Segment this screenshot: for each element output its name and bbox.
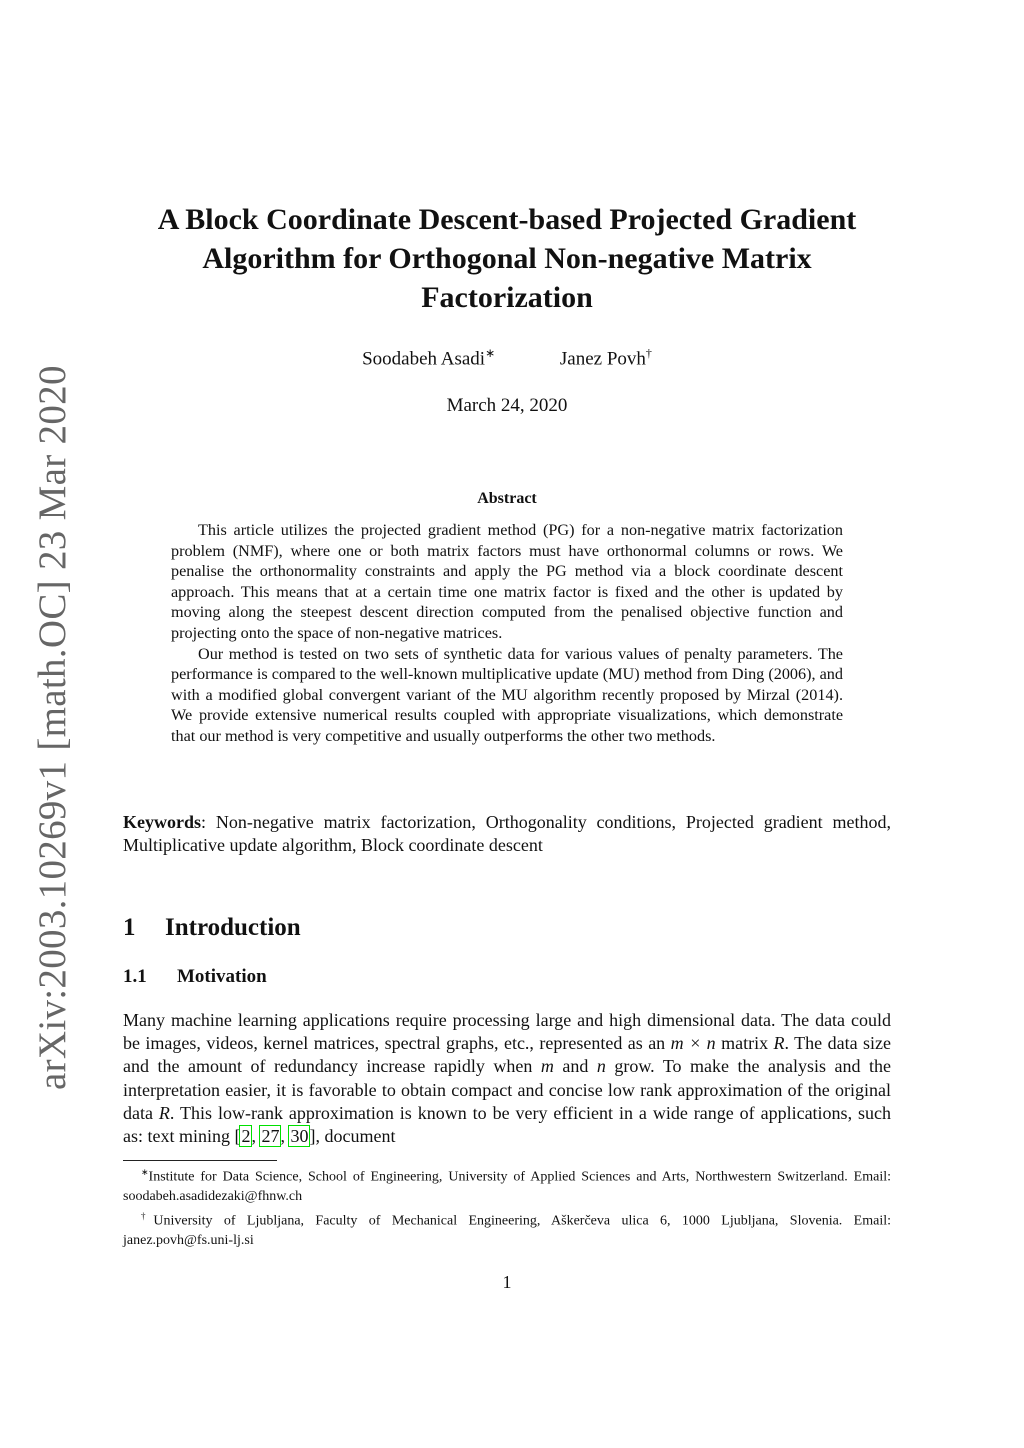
body-text-run: matrix — [715, 1033, 774, 1054]
author-2 — [560, 346, 652, 370]
author-1 — [362, 346, 495, 370]
citation-link[interactable]: 30 — [290, 1126, 309, 1147]
abstract-heading: Abstract — [477, 490, 537, 507]
keywords-label: Keywords — [123, 812, 201, 832]
math-variable: m — [540, 1056, 554, 1077]
body-text-run: Many machine learning applications require processing large and high dimensional data. The data could be images, videos, kernel matrices, spectral graphs, etc., represented as an — [123, 1010, 891, 1054]
section-title: Introduction — [165, 914, 301, 941]
abstract-paragraph: This article utilizes the projected gradient method (PG) for a non-negative matrix factorization problem (NMF), where one or both matrix factors must have orthonormal columns or rows. We penalise the orthonormality constraints and apply the PG method via a block coordinate descent approach. This means that at a certain time one matrix factor is fixed and the other is updated by moving along the steepest descent direction computed from the penalised objective function and projecting onto the space of non-negative matrices. — [171, 521, 843, 642]
section-heading — [123, 914, 301, 942]
author-list — [123, 346, 891, 370]
abstract-body — [171, 520, 843, 747]
math-variable: n — [596, 1056, 606, 1077]
math-expression: m × n — [670, 1033, 716, 1054]
footnote-mark: ∗ — [141, 1167, 149, 1177]
body-text-run: and — [553, 1056, 597, 1077]
body-paragraph — [123, 1009, 891, 1148]
subsection-heading — [123, 966, 267, 988]
footnote-rule — [123, 1160, 277, 1161]
body-text-run: , — [280, 1126, 290, 1147]
footnotes — [123, 1163, 891, 1250]
page-number: 1 — [502, 1272, 512, 1292]
arxiv-identifier-stamp: arXiv:2003.10269v1 [math.OC] 23 Mar 2020 — [31, 365, 74, 1090]
body-text-run: ], document — [309, 1126, 396, 1147]
citation-link[interactable]: 27 — [261, 1126, 280, 1147]
subsection-number: 1.1 — [123, 966, 147, 987]
footnote — [123, 1163, 891, 1207]
author-name: Janez Povh — [559, 348, 646, 370]
keywords — [123, 811, 891, 857]
section-number: 1 — [123, 914, 136, 941]
math-variable: R — [773, 1033, 785, 1054]
body-text-run: grow. To make the analysis and the interpretation easier, it is favorable to obtain compact and concise low rank approximation of the original data — [123, 1056, 891, 1123]
citation-link[interactable]: 2 — [241, 1126, 251, 1147]
math-variable: R — [158, 1102, 170, 1123]
author-name: Soodabeh Asadi — [362, 348, 486, 370]
footnote-text: University of Ljubljana, Faculty of Mechanical Engineering, Aškerčeva ulica 6, 1000 Ljubljana, Slovenia. Email: janez.povh@fs.uni-lj.si — [123, 1213, 891, 1248]
abstract-paragraph: Our method is tested on two sets of synthetic data for various values of penalty parameters. The performance is compared to the well-known multiplicative update (MU) method from Ding (2006), and with a modified global convergent variant of the MU algorithm recently proposed by Mirzal (2014). We provide extensive numerical results coupled with appropriate visualizations, which demonstrate that our method is very competitive and usually outperforms the other two methods. — [171, 644, 843, 745]
body-text-run: , — [251, 1126, 261, 1147]
body-text-run: . This low-rank approximation is known to be very efficient in a wide range of applications, such as: text mining [ — [123, 1102, 891, 1147]
footnote-mark: † — [141, 1210, 154, 1221]
subsection-title: Motivation — [177, 966, 267, 987]
paper-date: March 24, 2020 — [446, 395, 568, 416]
body-text-run: . The data size and the amount of redundancy increase rapidly when — [123, 1033, 891, 1077]
paper-title: A Block Coordinate Descent-based Projected Gradient Algorithm for Orthogonal Non-negative Matrix Factorization — [157, 203, 857, 314]
affiliation-mark: ∗ — [485, 346, 496, 360]
footnote-text: Institute for Data Science, School of Engineering, University of Applied Sciences and Arts, Northwestern Switzerland. Email: soodabeh.asadidezaki@fhnw.ch — [123, 1169, 891, 1205]
keywords-text: : Non-negative matrix factorization, Orthogonality conditions, Projected gradient method, Multiplicative update algorithm, Block coordinate descent — [123, 812, 891, 855]
affiliation-mark: † — [645, 346, 652, 360]
footnote — [123, 1207, 891, 1251]
